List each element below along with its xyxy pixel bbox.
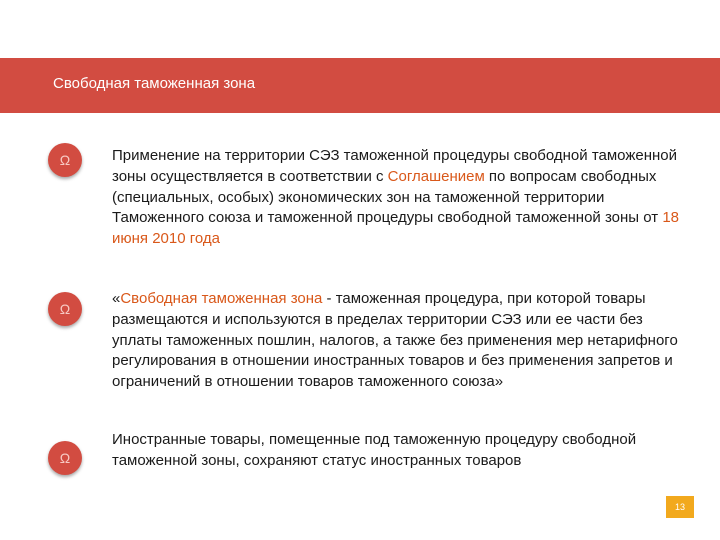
bullet-glyph: Ω [59, 301, 71, 317]
paragraph-text: Иностранные товары, помещенные под таможенную процедуру свободной таможенной зоны, сохраняют статус иностранных товаров [112, 431, 637, 469]
bullet-glyph: Ω [59, 450, 71, 466]
bullet-glyph: Ω [59, 152, 71, 168]
omega-bullet-icon [48, 441, 82, 475]
omega-bullet-icon [48, 143, 82, 177]
paragraph-agreement [112, 146, 692, 250]
page-title: Свободная таможенная зона [53, 75, 256, 92]
header-band [0, 58, 720, 113]
paragraph-foreign-goods [112, 430, 692, 472]
agreement-date: 18 июня 2010 года [112, 209, 679, 248]
omega-bullet-icon [48, 292, 82, 326]
page-number-badge: 13 [666, 496, 694, 518]
paragraph-text: Применение на территории СЭЗ таможенной процедуры свободной таможенной зоны осуществляется в соответствии с [112, 147, 678, 185]
defined-term: Свободная таможенная зона [120, 290, 323, 307]
open-quote: « [112, 290, 121, 307]
paragraph-text: по вопросам свободных (специальных, особых) экономических зон на таможенной территории Таможенного союза и таможенной процедуры свободной таможенной зоны от [112, 167, 663, 227]
paragraph-definition [112, 289, 692, 393]
paragraph-text: - таможенная процедура, при которой товары размещаются и используются в пределах территории СЭЗ или ее части без уплаты таможенных пошлин, налогов, а также без применения мер нетарифного регулирования в отношении иностранных товаров и без применения запретов и ограничений в отношении товаров таможенного союза» [112, 290, 678, 391]
agreement-link[interactable]: Соглашением [387, 167, 485, 185]
